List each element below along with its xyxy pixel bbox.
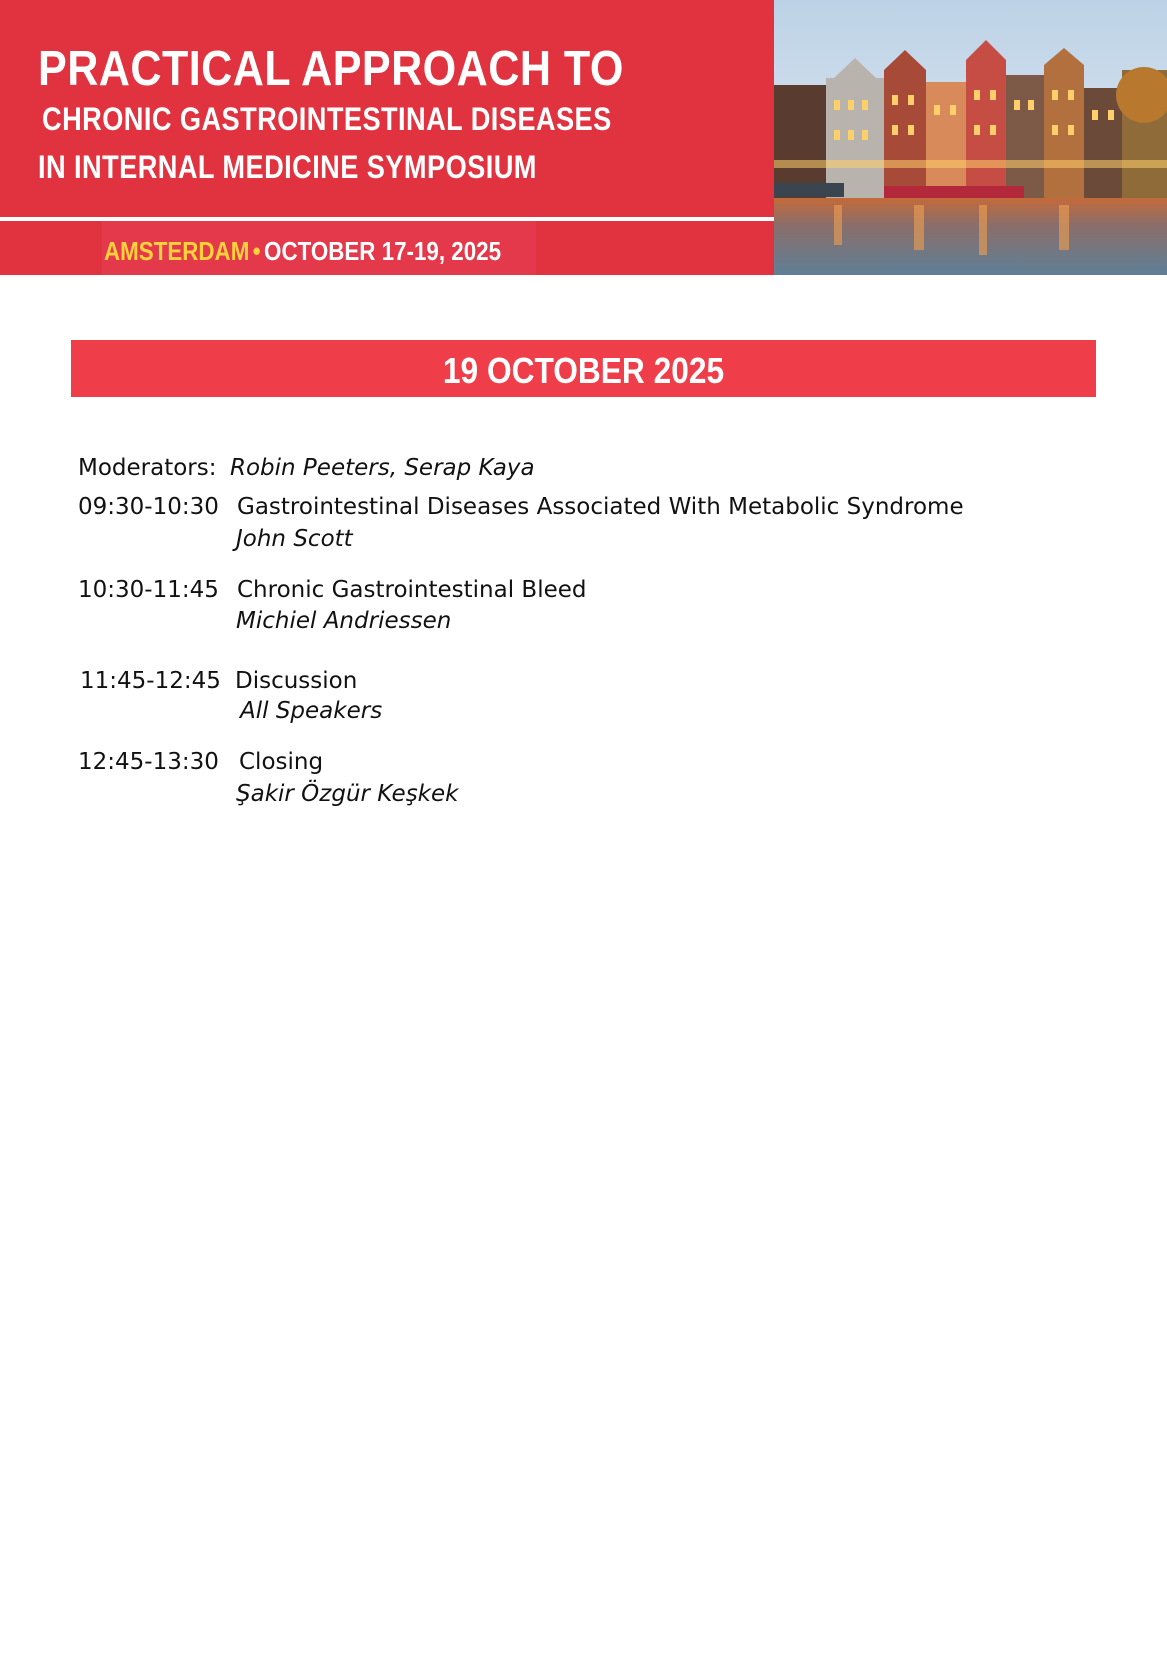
title-line-3: IN INTERNAL MEDICINE SYMPOSIUM [38, 149, 537, 185]
city: AMSTERDAM [104, 236, 250, 266]
event-dates: OCTOBER 17-19, 2025 [264, 236, 502, 266]
day-title: 19 OCTOBER 2025 [442, 350, 725, 391]
moderators-label: Moderators: [78, 455, 217, 481]
title-line-2: CHRONIC GASTROINTESTINAL DISEASES [42, 101, 612, 137]
session-time: 12:45-13:30 [78, 749, 219, 775]
amsterdam-canal-photo [774, 0, 1167, 275]
header-banner [0, 0, 774, 275]
day-header-bar [71, 340, 1096, 397]
session-speaker: Şakir Özgür Keşkek [236, 781, 459, 807]
session-speaker: John Scott [236, 526, 353, 552]
session-title: Closing [239, 749, 324, 775]
bullet-separator: • [252, 236, 261, 266]
session-title: Discussion [235, 668, 358, 694]
session-speaker: All Speakers [240, 698, 383, 724]
symposium-title [38, 40, 758, 188]
session-title: Gastrointestinal Diseases Associated With Metabolic Syndrome [237, 494, 964, 520]
session-speaker: Michiel Andriessen [236, 608, 452, 634]
moderator-names: Robin Peeters, Serap Kaya [230, 455, 535, 481]
session-title: Chronic Gastrointestinal Bleed [237, 577, 587, 603]
session-time: 11:45-12:45 [80, 668, 221, 694]
session-time: 09:30-10:30 [78, 494, 219, 520]
title-line-1: PRACTICAL APPROACH TO [38, 42, 624, 96]
session-time: 10:30-11:45 [78, 577, 219, 603]
location-date-line [104, 236, 501, 267]
